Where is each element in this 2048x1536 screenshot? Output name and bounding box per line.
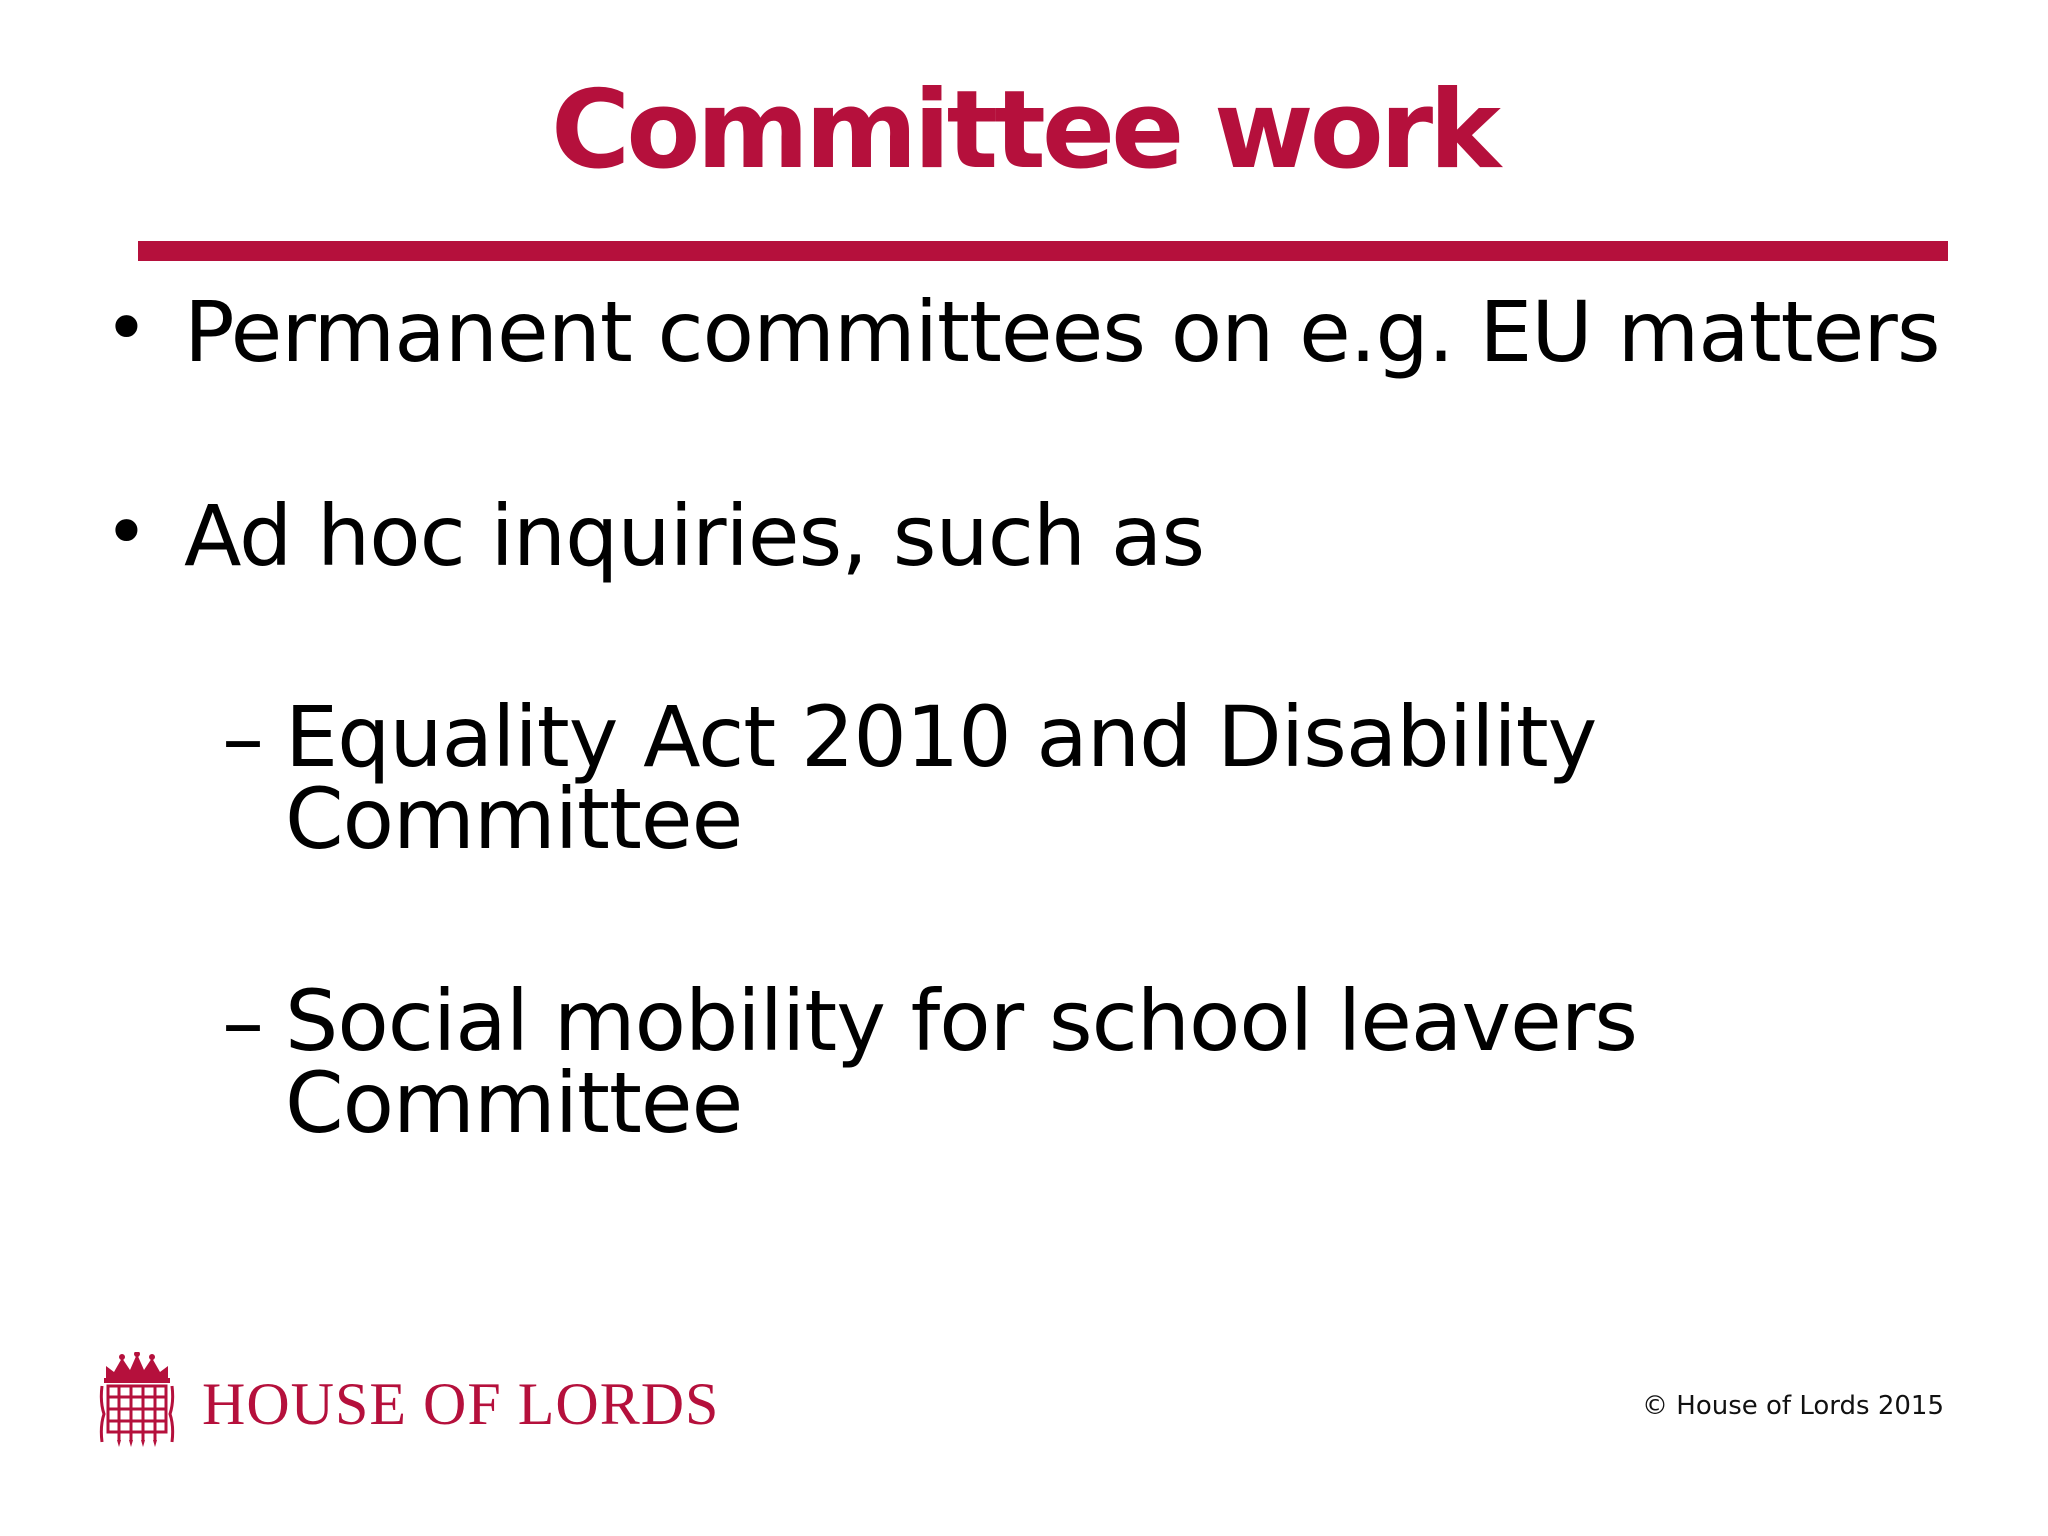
house-of-lords-logo xyxy=(98,1352,818,1448)
bullet-text: Permanent committees on e.g. EU matters xyxy=(184,283,1940,381)
sub-bullet-marker: – xyxy=(222,973,264,1071)
sub-bullet-line: Equality Act 2010 and Disability xyxy=(285,688,1597,786)
sub-bullet-line: Social mobility for school leavers xyxy=(285,972,1638,1070)
bullet-marker: • xyxy=(104,283,149,372)
copyright-notice: © House of Lords 2015 xyxy=(1642,1391,1944,1421)
bullet-text: Ad hoc inquiries, such as xyxy=(184,487,1205,585)
portcullis-icon xyxy=(98,1352,176,1448)
sub-bullet-text xyxy=(285,688,1885,868)
slide-title: Committee work xyxy=(551,68,1497,193)
title-divider xyxy=(138,241,1948,261)
sub-bullet-marker: – xyxy=(222,689,264,787)
bullet-marker: • xyxy=(104,487,149,576)
sub-bullet-line: Committee xyxy=(285,770,743,868)
sub-bullet-text xyxy=(285,972,1885,1152)
sub-bullet-line: Committee xyxy=(285,1054,743,1152)
logo-text: HOUSE OF LORDS xyxy=(202,1371,720,1437)
